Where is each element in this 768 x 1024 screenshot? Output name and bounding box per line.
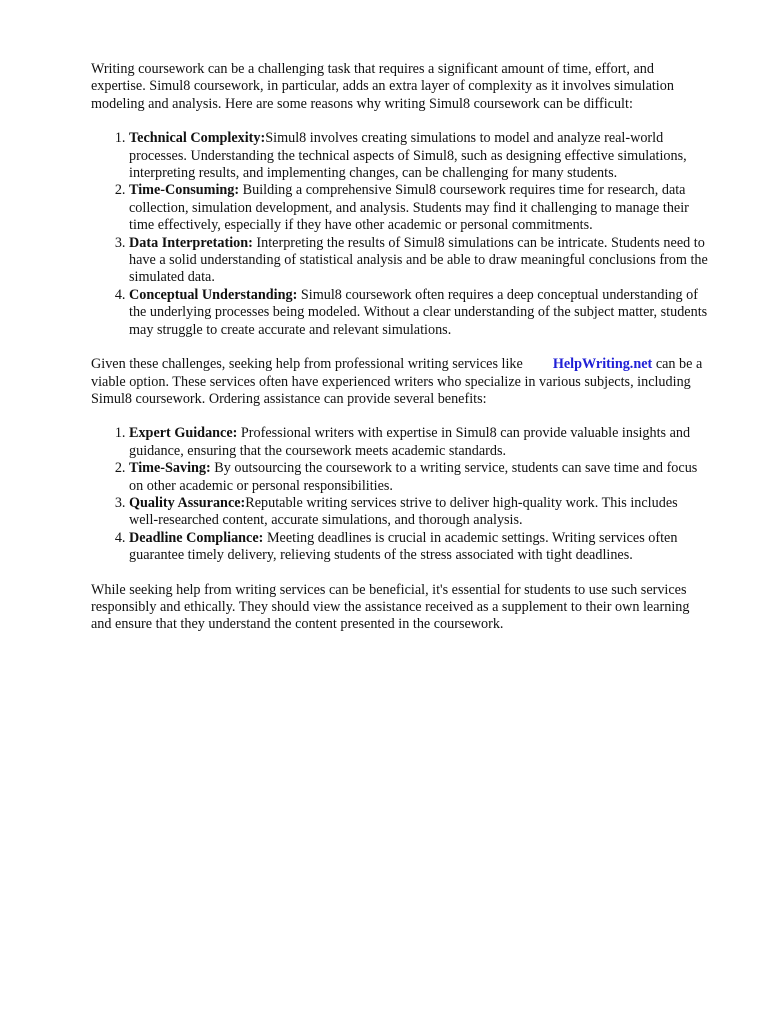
- list-item: [129, 287, 708, 339]
- list-item: [129, 130, 708, 182]
- services-paragraph: [91, 356, 708, 408]
- list-item-term: Conceptual Understanding:: [129, 286, 298, 303]
- list-item-term: Deadline Compliance:: [129, 529, 264, 546]
- list-item: [129, 460, 708, 495]
- list-item-text: Interpreting the results of Simul8 simulations can be intricate. Students need to have a solid understanding of statistical analysis and be able to draw meaningful conclusions from the simulated data.: [129, 234, 708, 286]
- list-item: [129, 495, 708, 530]
- list-item-term: Expert Guidance:: [129, 425, 238, 442]
- list-item-text: Reputable writing services strive to deliver high-quality work. This includes well-researched content, accurate simulations, and thorough analysis.: [129, 494, 678, 529]
- list-item: [129, 425, 708, 460]
- list-item: [129, 235, 708, 287]
- list-item-term: Time-Saving:: [129, 460, 211, 477]
- conclusion-paragraph: While seeking help from writing services can be beneficial, it's essential for students to use such services responsibly and ethically. They should view the assistance received as a supplement to their own learning and ensure that they understand the content presented in the coursework.: [91, 581, 690, 633]
- list-item: [129, 182, 708, 234]
- list-item-text: Building a comprehensive Simul8 coursework requires time for research, data collection, simulation development, and analysis. Students may find it challenging to manage their time effectively, especially if they have other academic or personal commitments.: [129, 182, 689, 234]
- list-item-text: Meeting deadlines is crucial in academic settings. Writing services often guarantee timely delivery, relieving students of the stress associated with tight deadlines.: [129, 529, 678, 564]
- list-item: [129, 530, 708, 565]
- services-text-before-link: Given these challenges, seeking help from professional writing services like: [91, 356, 523, 373]
- list-item-term: Technical Complexity:: [129, 130, 266, 147]
- list-item-text: Professional writers with expertise in Simul8 can provide valuable insights and guidance, ensuring that the coursework meets academic standards.: [129, 425, 691, 459]
- benefits-list: [91, 425, 708, 564]
- list-item-term: Time-Consuming:: [129, 182, 240, 199]
- list-item-term: Quality Assurance:: [129, 494, 246, 511]
- list-item-text: Simul8 involves creating simulations to model and analyze real-world processes. Understanding the technical aspects of Simul8, such as designing effective simulations, interpreting results, and implementing changes, can be challenging for many students.: [129, 130, 687, 182]
- services-text-after-link: can be a viable option. These services often have experienced writers who specialize in various subjects, including Simul8 coursework. Ordering assistance can provide several benefits:: [91, 356, 703, 407]
- list-item-term: Data Interpretation:: [129, 234, 253, 251]
- challenges-list: [91, 130, 708, 339]
- helpwriting-link[interactable]: HelpWriting.net: [552, 356, 653, 373]
- intro-paragraph: Writing coursework can be a challenging task that requires a significant amount of time, effort, and expertise. Simul8 coursework, in particular, adds an extra layer of complexity as it involves simulation modeling and analysis. Here are some reasons why writing Simul8 coursework can be difficult:: [91, 61, 674, 112]
- list-item-text: Simul8 coursework often requires a deep conceptual understanding of the underlying processes being modeled. Without a clear understanding of the subject matter, students may struggle to create accurate and relevant simulations.: [129, 286, 708, 338]
- list-item-text: By outsourcing the coursework to a writing service, students can save time and focus on other academic or personal responsibilities.: [129, 460, 698, 494]
